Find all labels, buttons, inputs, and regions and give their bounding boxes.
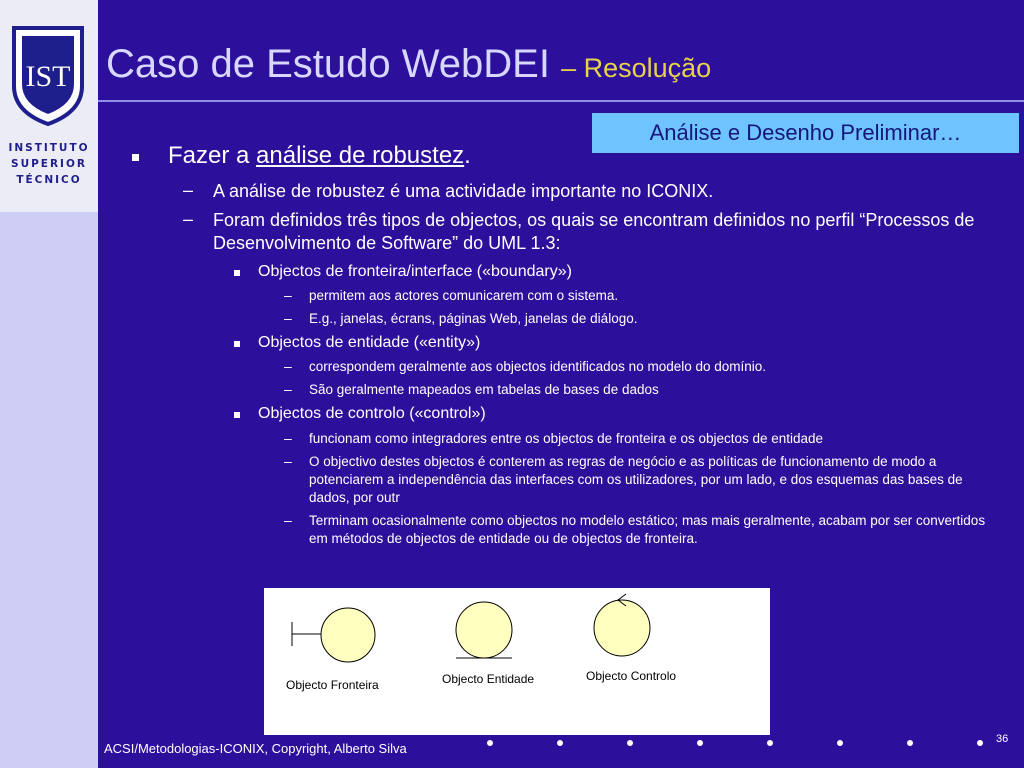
boundary-object-label: Objecto Fronteira	[286, 678, 379, 692]
dash-icon: –	[284, 512, 292, 528]
bullet-level2-item: A análise de robustez é uma actividade importante no ICONIX.	[213, 181, 714, 201]
dash-icon: –	[183, 209, 194, 229]
entity-object-icon	[456, 602, 512, 658]
dot-icon	[767, 740, 773, 746]
control-object-icon	[594, 594, 650, 656]
dot-icon	[627, 740, 633, 746]
section-tag: Análise e Desenho Preliminar…	[592, 113, 1019, 153]
dash-icon: –	[284, 287, 292, 303]
bullet-level4-item: E.g., janelas, écrans, páginas Web, janelas de diálogo.	[309, 311, 638, 326]
ist-shield-icon	[12, 26, 84, 126]
slide-title-sub: – Resolução	[561, 53, 712, 83]
dot-icon	[977, 740, 983, 746]
dash-icon: –	[183, 180, 194, 200]
logo-line-1: INSTITUTO	[8, 142, 90, 154]
ist-logo	[0, 0, 98, 212]
robustness-diagram	[264, 588, 770, 735]
entity-object-label: Objecto Entidade	[442, 672, 535, 686]
footer-dots	[0, 740, 1024, 750]
logo-line-3: TÉCNICO	[16, 174, 82, 186]
dash-icon: –	[284, 358, 292, 374]
bullet-level3-item: Objectos de entidade («entity»)	[258, 334, 481, 351]
bullet-level4-item: permitem aos actores comunicarem com o sistema.	[309, 288, 619, 303]
title-divider	[98, 100, 1024, 102]
bullet-level4-item: correspondem geralmente aos objectos identificados no modelo do domínio.	[309, 359, 767, 374]
dash-icon: –	[284, 381, 292, 397]
bullet-level3-item: Objectos de controlo («control»)	[258, 405, 486, 422]
dot-icon	[557, 740, 563, 746]
bullet-level1-prefix: Fazer a	[168, 142, 257, 169]
boundary-object-icon	[292, 608, 375, 662]
robustness-analysis-link[interactable]: análise de robustez	[256, 142, 465, 169]
bullet-level1	[168, 142, 471, 170]
dot-icon	[837, 740, 843, 746]
bullet-level4-item: O objectivo destes objectos é conterem as regras de negócio e as políticas de funcionamento de modo a potenciarem a independência das interfaces com os utilizadores, por um lado, e dos esquemas das bases de dados, por outr	[309, 454, 963, 505]
robustness-stereotypes-svg	[264, 588, 770, 735]
bullet-level4-item: funcionam como integradores entre os objectos de fronteira e os objectos de entidade	[309, 431, 824, 446]
footer-copyright: ACSI/Metodologias-ICONIX, Copyright, Alberto Silva	[104, 741, 407, 756]
bullet-square-icon	[132, 154, 139, 161]
bullet-square-icon	[234, 270, 240, 276]
page-number: 36	[996, 733, 1009, 745]
bullet-level1-suffix: .	[464, 142, 471, 169]
slide-title-main: Caso de Estudo WebDEI	[106, 42, 562, 86]
logo-line-2: SUPERIOR	[11, 158, 87, 170]
logo-text	[8, 140, 90, 188]
bullet-level4-item: São geralmente mapeados em tabelas de bases de dados	[309, 382, 659, 397]
bullet-level3-item: Objectos de fronteira/interface («boundary»)	[258, 263, 572, 280]
dot-icon	[487, 740, 493, 746]
bullet-level4-item: Terminam ocasionalmente como objectos no modelo estático; mas mais geralmente, acabam por ser convertidos em métodos de objectos de entidade ou de objectos de fronteira.	[309, 513, 986, 546]
dot-icon	[907, 740, 913, 746]
slide-title	[106, 42, 711, 87]
bullet-square-icon	[234, 341, 240, 347]
control-object-label: Objecto Controlo	[586, 669, 677, 683]
bullet-square-icon	[234, 412, 240, 418]
dash-icon: –	[284, 310, 292, 326]
bullet-level2-item: Foram definidos três tipos de objectos, os quais se encontram definidos no perfil “Processos de Desenvolvimento de Software” do UML 1.3:	[213, 210, 975, 253]
dash-icon: –	[284, 430, 292, 446]
dot-icon	[697, 740, 703, 746]
dash-icon: –	[284, 453, 292, 469]
svg-text:IST: IST	[25, 60, 71, 93]
